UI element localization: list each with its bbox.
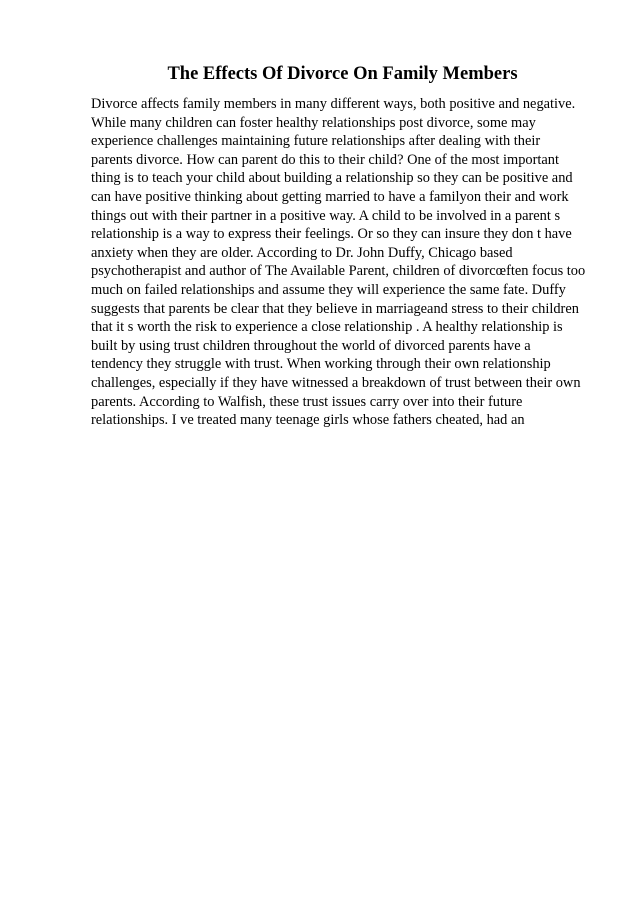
body-line: relationship is a way to express their feelings. Or so they can insure they don t have: [91, 226, 572, 243]
body-line: While many children can foster healthy relationships post divorce, some may: [91, 114, 536, 131]
body-line: that it s worth the risk to experience a close relationship . A healthy relationship is: [91, 319, 563, 336]
body-line: Divorce affects family members in many different ways, both positive and negative.: [91, 96, 576, 112]
body-line: anxiety when they are older. According to Dr. John Duffy, Chicago based: [91, 244, 513, 261]
body-line: challenges, especially if they have witnessed a breakdown of trust between their own: [91, 374, 581, 391]
document-title: The Effects Of Divorce On Family Members: [167, 64, 518, 84]
document-body: [91, 95, 611, 430]
body-line: suggests that parents be clear that they believe in marriageand stress to their children: [91, 300, 579, 317]
body-line: parents divorce. How can parent do this to their child? One of the most important: [91, 151, 559, 168]
body-line: much on failed relationships and assume they will experience the same fate. Duffy: [91, 281, 566, 298]
body-line: relationships. I ve treated many teenage girls whose fathers cheated, had an: [91, 412, 525, 429]
body-line: can have positive thinking about getting married to have a familyon their and work: [91, 188, 569, 205]
body-line: tendency they struggle with trust. When working through their own relationship: [91, 356, 551, 373]
body-line: built by using trust children throughout the world of divorced parents have a: [91, 337, 531, 354]
body-line: thing is to teach your child about building a relationship so they can be positive and: [91, 170, 573, 187]
body-line: psychotherapist and author of The Available Parent, children of divorcœften focus too: [91, 263, 586, 280]
body-line: parents. According to Walfish, these trust issues carry over into their future: [91, 393, 523, 410]
body-line: experience challenges maintaining future relationships after dealing with their: [91, 133, 541, 150]
body-line: things out with their partner in a positive way. A child to be involved in a parent s: [91, 207, 561, 224]
